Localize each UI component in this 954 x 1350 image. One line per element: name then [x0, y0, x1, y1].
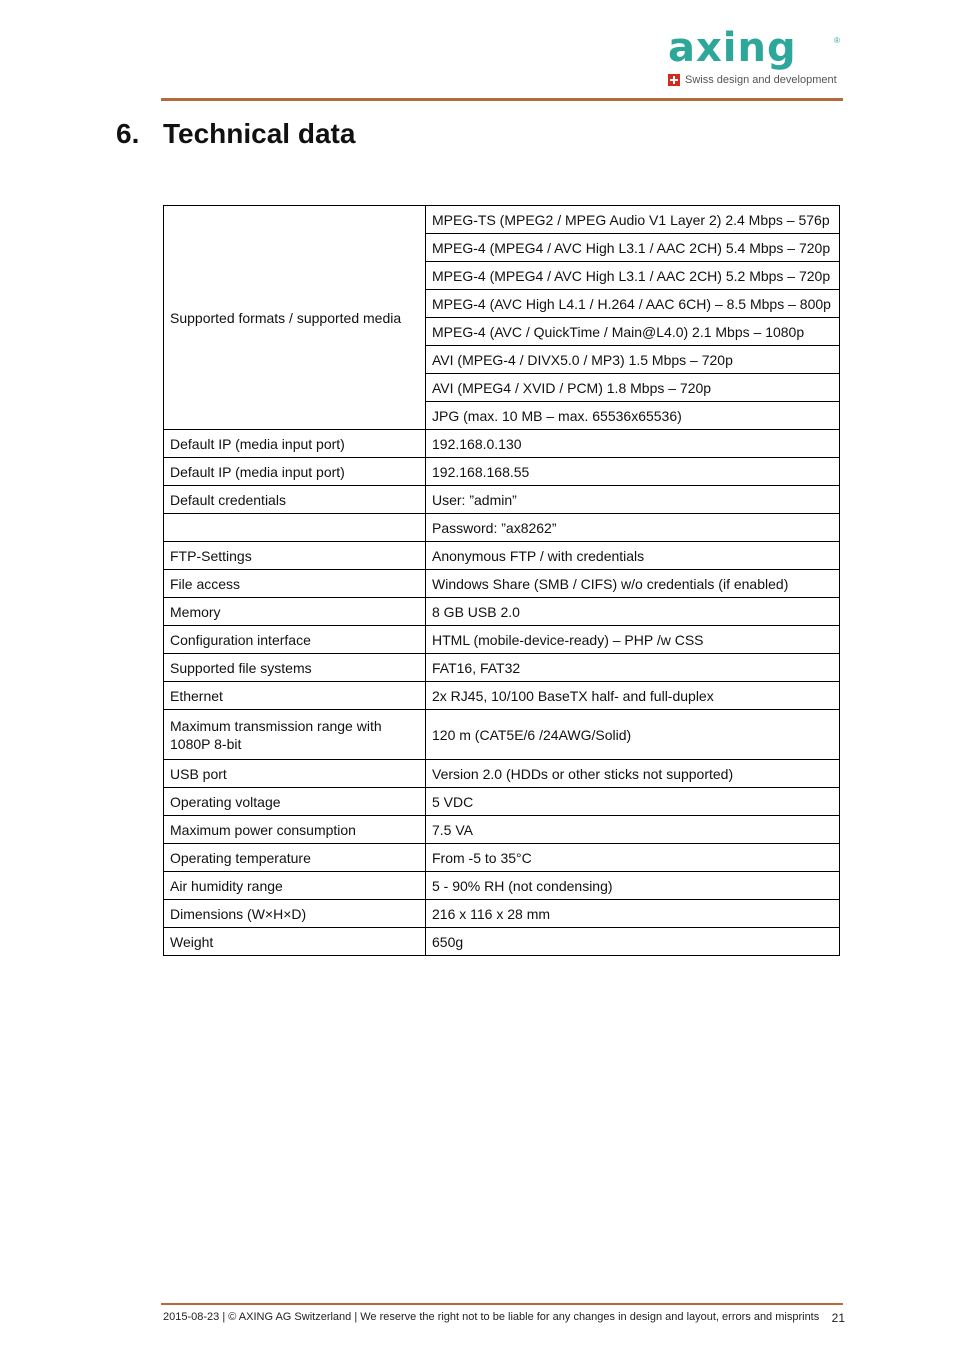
spec-value: FAT16, FAT32: [426, 654, 840, 682]
spec-value: User: ”admin”: [426, 486, 840, 514]
table-row: [164, 682, 840, 710]
spec-value: MPEG-4 (AVC / QuickTime / Main@L4.0) 2.1 Mbps – 1080p: [426, 318, 840, 346]
axing-logo: [668, 25, 844, 90]
table-row: [164, 626, 840, 654]
table-row: [164, 542, 840, 570]
spec-value: JPG (max. 10 MB – max. 65536x65536): [426, 402, 840, 430]
table-row: [164, 900, 840, 928]
spec-value: From -5 to 35°C: [426, 844, 840, 872]
spec-label: Supported formats / supported media: [164, 206, 426, 430]
spec-value: MPEG-4 (MPEG4 / AVC High L3.1 / AAC 2CH) 5.4 Mbps – 720p: [426, 234, 840, 262]
section-heading: [116, 118, 355, 150]
section-number: 6.: [116, 118, 140, 149]
table-row: [164, 844, 840, 872]
spec-label: [164, 514, 426, 542]
spec-value: Anonymous FTP / with credentials: [426, 542, 840, 570]
spec-value: MPEG-TS (MPEG2 / MPEG Audio V1 Layer 2) 2.4 Mbps – 576p: [426, 206, 840, 234]
technical-data-table: [163, 205, 840, 956]
spec-label: Air humidity range: [164, 872, 426, 900]
logo-registered-mark: ®: [834, 36, 840, 45]
spec-value: Windows Share (SMB / CIFS) w/o credentials (if enabled): [426, 570, 840, 598]
spec-value: 120 m (CAT5E/6 /24AWG/Solid): [426, 710, 840, 760]
footer-text: 2015-08-23 | © AXING AG Switzerland | We reserve the right not to be liable for any changes in design and layout, errors and misprints: [163, 1311, 820, 1323]
table-row: [164, 486, 840, 514]
table-row: [164, 654, 840, 682]
spec-label: Default IP (media input port): [164, 458, 426, 486]
spec-value: 192.168.168.55: [426, 458, 840, 486]
spec-value: MPEG-4 (AVC High L4.1 / H.264 / AAC 6CH) – 8.5 Mbps – 800p: [426, 290, 840, 318]
spec-label: USB port: [164, 760, 426, 788]
spec-value: 5 VDC: [426, 788, 840, 816]
spec-label: Default IP (media input port): [164, 430, 426, 458]
spec-value: 5 - 90% RH (not condensing): [426, 872, 840, 900]
spec-value: Version 2.0 (HDDs or other sticks not supported): [426, 760, 840, 788]
spec-value: AVI (MPEG4 / XVID / PCM) 1.8 Mbps – 720p: [426, 374, 840, 402]
spec-label: Operating voltage: [164, 788, 426, 816]
spec-value: 2x RJ45, 10/100 BaseTX half- and full-duplex: [426, 682, 840, 710]
spec-label: Supported file systems: [164, 654, 426, 682]
table-row: [164, 928, 840, 956]
table-row: [164, 788, 840, 816]
spec-label: Maximum transmission range with 1080P 8-bit: [164, 710, 426, 760]
spec-value: MPEG-4 (MPEG4 / AVC High L3.1 / AAC 2CH) 5.2 Mbps – 720p: [426, 262, 840, 290]
table-row: [164, 458, 840, 486]
section-title: Technical data: [163, 118, 356, 149]
table-row: [164, 760, 840, 788]
table-row: [164, 816, 840, 844]
header-divider: [161, 98, 843, 101]
table-row: [164, 570, 840, 598]
logo-wordmark: axing: [668, 25, 797, 71]
spec-value: 8 GB USB 2.0: [426, 598, 840, 626]
page-number: 21: [831, 1311, 845, 1325]
spec-label: Dimensions (W×H×D): [164, 900, 426, 928]
spec-value: 216 x 116 x 28 mm: [426, 900, 840, 928]
spec-value: HTML (mobile-device-ready) – PHP /w CSS: [426, 626, 840, 654]
spec-value: 650g: [426, 928, 840, 956]
logo-tagline-row: [668, 73, 837, 87]
spec-value: 192.168.0.130: [426, 430, 840, 458]
spec-label: Configuration interface: [164, 626, 426, 654]
spec-label: Default credentials: [164, 486, 426, 514]
table-row: [164, 710, 840, 760]
spec-label: Memory: [164, 598, 426, 626]
spec-label: FTP-Settings: [164, 542, 426, 570]
table-row: [164, 514, 840, 542]
swiss-flag-icon: [668, 74, 680, 86]
table-row: [164, 206, 840, 234]
spec-label: Weight: [164, 928, 426, 956]
spec-value: Password: ”ax8262”: [426, 514, 840, 542]
spec-value: AVI (MPEG-4 / DIVX5.0 / MP3) 1.5 Mbps – 720p: [426, 346, 840, 374]
logo-tagline: Swiss design and development: [685, 74, 837, 86]
spec-value: 7.5 VA: [426, 816, 840, 844]
table-row: [164, 430, 840, 458]
spec-label: Ethernet: [164, 682, 426, 710]
table-row: [164, 598, 840, 626]
spec-label: Maximum power consumption: [164, 816, 426, 844]
footer-divider: [161, 1303, 843, 1305]
spec-label: Operating temperature: [164, 844, 426, 872]
page-footer: [163, 1311, 845, 1325]
spec-label: File access: [164, 570, 426, 598]
table-row: [164, 872, 840, 900]
